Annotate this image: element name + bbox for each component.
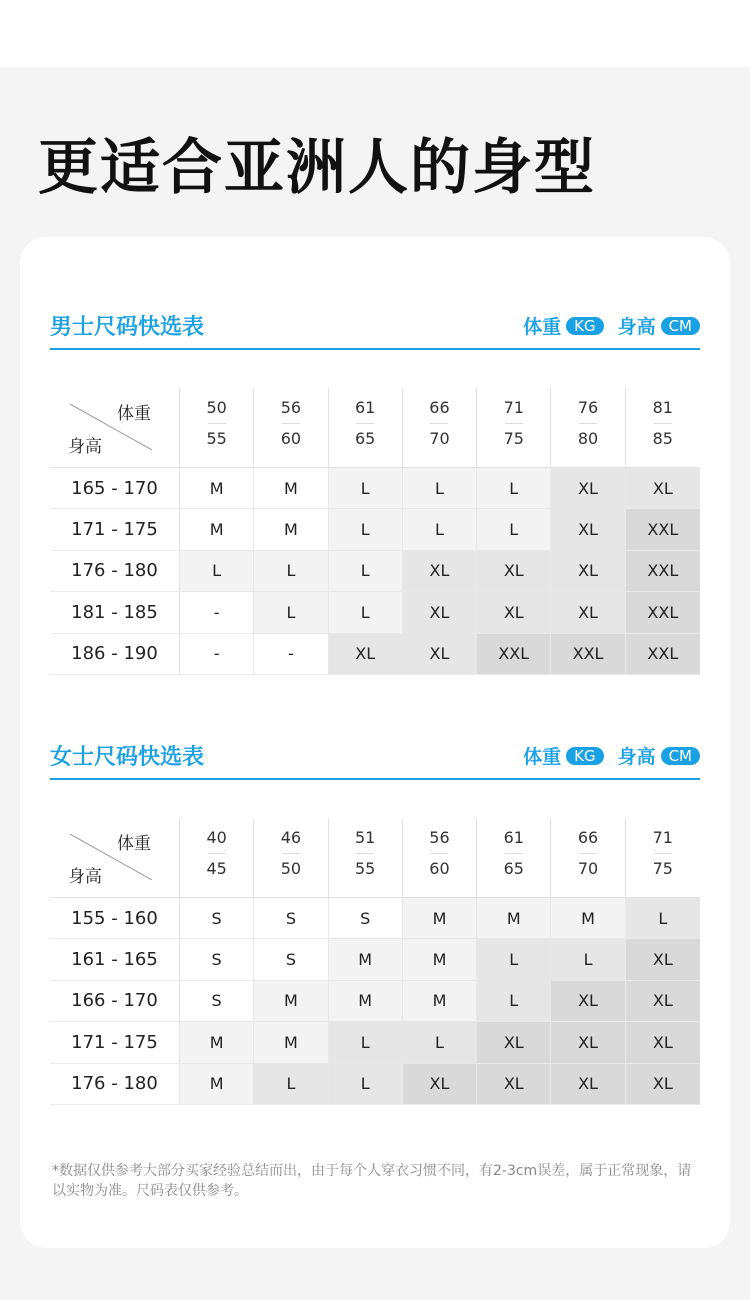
size-cell: XL bbox=[551, 509, 625, 550]
size-cell: M bbox=[254, 468, 328, 509]
weight-range-max: 70 bbox=[577, 859, 599, 878]
size-cell: XXL bbox=[477, 634, 551, 675]
weight-unit-label: 体重 bbox=[523, 316, 562, 338]
weight-range-divider bbox=[654, 423, 672, 424]
weight-range-divider bbox=[430, 853, 448, 854]
size-cell: XL bbox=[551, 468, 625, 509]
table-header-row bbox=[50, 388, 700, 468]
weight-range-header bbox=[626, 388, 700, 468]
weight-range-max: 60 bbox=[280, 429, 302, 448]
weight-range-min: 51 bbox=[355, 828, 376, 847]
size-cell: XL bbox=[626, 1022, 700, 1063]
size-cell: S bbox=[180, 939, 254, 980]
corner-cell bbox=[50, 818, 180, 898]
size-cell: XL bbox=[551, 592, 625, 633]
men-section-title: 男士尺码快选表 bbox=[50, 315, 205, 340]
size-cell: M bbox=[403, 981, 477, 1022]
size-cell: XL bbox=[551, 551, 625, 592]
size-cell: XXL bbox=[551, 634, 625, 675]
size-cell: XL bbox=[626, 939, 700, 980]
height-unit-label: 身高 bbox=[617, 316, 656, 338]
weight-range-max: 65 bbox=[503, 859, 524, 878]
size-cell: XL bbox=[551, 981, 625, 1022]
size-cell: XL bbox=[403, 634, 477, 675]
men-size-table bbox=[50, 388, 700, 675]
table-header-row bbox=[50, 818, 700, 898]
height-unit-badge: CM bbox=[661, 317, 700, 335]
weight-range-min: 56 bbox=[280, 398, 302, 417]
weight-range-min: 56 bbox=[429, 828, 450, 847]
weight-range-min: 76 bbox=[577, 398, 599, 417]
women-section-title: 女士尺码快选表 bbox=[50, 745, 205, 770]
size-cell: M bbox=[180, 468, 254, 509]
size-cell: L bbox=[626, 898, 700, 939]
size-cell: M bbox=[254, 1022, 328, 1063]
height-range-label: 181 - 185 bbox=[50, 592, 180, 633]
women-size-section bbox=[50, 732, 700, 1095]
weight-range-header bbox=[254, 388, 328, 468]
weight-range-min: 66 bbox=[429, 398, 450, 417]
weight-unit-badge: KG bbox=[566, 747, 603, 765]
weight-range-header bbox=[329, 818, 403, 898]
weight-range-max: 45 bbox=[206, 859, 227, 878]
weight-range-header bbox=[477, 388, 551, 468]
weight-range-divider bbox=[430, 423, 448, 424]
size-cell: L bbox=[254, 551, 328, 592]
height-range-label: 171 - 175 bbox=[50, 1022, 180, 1063]
size-cell: XL bbox=[551, 1022, 625, 1063]
table-row bbox=[50, 1022, 700, 1063]
size-cell: XL bbox=[551, 1064, 625, 1105]
size-cell: M bbox=[254, 981, 328, 1022]
weight-range-divider bbox=[505, 853, 523, 854]
weight-unit-label: 体重 bbox=[523, 746, 562, 768]
size-cell: L bbox=[551, 939, 625, 980]
size-cell: M bbox=[403, 898, 477, 939]
size-cell: M bbox=[180, 1022, 254, 1063]
size-cell: XL bbox=[477, 592, 551, 633]
weight-range-min: 71 bbox=[503, 398, 524, 417]
corner-weight-label: 体重 bbox=[116, 404, 151, 424]
weight-range-header bbox=[329, 388, 403, 468]
table-row bbox=[50, 898, 700, 939]
size-cell: L bbox=[254, 1064, 328, 1105]
weight-range-header bbox=[403, 388, 477, 468]
weight-range-header bbox=[477, 818, 551, 898]
weight-range-max: 80 bbox=[577, 429, 599, 448]
size-cell: XL bbox=[403, 551, 477, 592]
weight-range-max: 50 bbox=[280, 859, 302, 878]
size-cell: S bbox=[180, 981, 254, 1022]
size-cell: XL bbox=[626, 468, 700, 509]
weight-range-header bbox=[403, 818, 477, 898]
size-cell: L bbox=[329, 592, 403, 633]
height-range-label: 165 - 170 bbox=[50, 468, 180, 509]
height-range-label: 155 - 160 bbox=[50, 898, 180, 939]
size-cell: S bbox=[180, 898, 254, 939]
height-range-label: 176 - 180 bbox=[50, 1064, 180, 1105]
weight-range-max: 55 bbox=[206, 429, 227, 448]
size-cell: XL bbox=[626, 981, 700, 1022]
weight-range-min: 40 bbox=[206, 828, 227, 847]
corner-height-label: 身高 bbox=[68, 867, 102, 887]
size-cell: L bbox=[329, 509, 403, 550]
size-cell: M bbox=[254, 509, 328, 550]
size-cell: XL bbox=[626, 1064, 700, 1105]
weight-range-max: 65 bbox=[355, 429, 376, 448]
weight-range-header bbox=[254, 818, 328, 898]
size-cell: XL bbox=[477, 1022, 551, 1063]
weight-range-divider bbox=[579, 423, 597, 424]
size-cell: M bbox=[329, 939, 403, 980]
units-legend bbox=[523, 312, 700, 339]
size-cell: M bbox=[477, 898, 551, 939]
women-size-table bbox=[50, 818, 700, 1105]
height-range-label: 186 - 190 bbox=[50, 634, 180, 675]
size-cell: L bbox=[477, 981, 551, 1022]
size-cell: S bbox=[254, 939, 328, 980]
size-cell: XXL bbox=[626, 551, 700, 592]
size-cell: L bbox=[477, 468, 551, 509]
table-row bbox=[50, 634, 700, 675]
weight-range-divider bbox=[356, 423, 374, 424]
weight-range-divider bbox=[654, 853, 672, 854]
size-cell: L bbox=[403, 468, 477, 509]
height-unit-label: 身高 bbox=[617, 746, 656, 768]
weight-range-divider bbox=[356, 853, 374, 854]
corner-height-label: 身高 bbox=[68, 437, 102, 457]
units-legend bbox=[523, 742, 700, 769]
height-range-label: 166 - 170 bbox=[50, 981, 180, 1022]
size-cell: S bbox=[254, 898, 328, 939]
height-range-label: 171 - 175 bbox=[50, 509, 180, 550]
size-cell: - bbox=[180, 592, 254, 633]
men-section-header bbox=[50, 302, 700, 350]
corner-cell bbox=[50, 388, 180, 468]
size-cell: L bbox=[329, 468, 403, 509]
size-cell: XXL bbox=[626, 509, 700, 550]
table-row bbox=[50, 939, 700, 980]
size-cell: XL bbox=[477, 1064, 551, 1105]
size-cell: XXL bbox=[626, 634, 700, 675]
table-row bbox=[50, 509, 700, 550]
height-range-label: 161 - 165 bbox=[50, 939, 180, 980]
weight-range-header bbox=[551, 818, 625, 898]
weight-range-max: 55 bbox=[355, 859, 376, 878]
size-cell: L bbox=[329, 551, 403, 592]
table-row bbox=[50, 468, 700, 509]
weight-range-header bbox=[180, 388, 254, 468]
size-cell: L bbox=[403, 1022, 477, 1063]
size-cell: XXL bbox=[626, 592, 700, 633]
weight-range-divider bbox=[208, 423, 226, 424]
weight-range-min: 61 bbox=[355, 398, 376, 417]
height-unit-badge: CM bbox=[661, 747, 700, 765]
table-row bbox=[50, 981, 700, 1022]
weight-range-divider bbox=[282, 423, 300, 424]
corner-weight-label: 体重 bbox=[116, 834, 151, 854]
weight-range-header bbox=[180, 818, 254, 898]
men-size-section bbox=[50, 302, 700, 665]
weight-range-min: 71 bbox=[652, 828, 673, 847]
weight-range-min: 66 bbox=[577, 828, 599, 847]
table-row bbox=[50, 551, 700, 592]
size-cell: L bbox=[329, 1064, 403, 1105]
page-title: 更适合亚洲人的身型 bbox=[38, 133, 596, 203]
weight-range-min: 46 bbox=[280, 828, 302, 847]
weight-range-min: 61 bbox=[503, 828, 524, 847]
weight-range-max: 70 bbox=[429, 429, 450, 448]
weight-range-max: 85 bbox=[652, 429, 673, 448]
size-cell: M bbox=[329, 981, 403, 1022]
size-cell: L bbox=[477, 939, 551, 980]
weight-range-divider bbox=[579, 853, 597, 854]
size-cell: S bbox=[329, 898, 403, 939]
weight-range-max: 75 bbox=[652, 859, 673, 878]
size-cell: XL bbox=[329, 634, 403, 675]
table-row bbox=[50, 592, 700, 633]
size-cell: M bbox=[403, 939, 477, 980]
size-cell: L bbox=[403, 509, 477, 550]
weight-range-max: 75 bbox=[503, 429, 524, 448]
weight-range-divider bbox=[505, 423, 523, 424]
size-cell: - bbox=[180, 634, 254, 675]
size-cell: XL bbox=[403, 1064, 477, 1105]
size-cell: L bbox=[329, 1022, 403, 1063]
weight-range-min: 81 bbox=[652, 398, 673, 417]
size-cell: XL bbox=[477, 551, 551, 592]
size-cell: M bbox=[551, 898, 625, 939]
size-cell: L bbox=[254, 592, 328, 633]
size-cell: M bbox=[180, 1064, 254, 1105]
weight-range-header bbox=[626, 818, 700, 898]
size-cell: XL bbox=[403, 592, 477, 633]
weight-range-min: 50 bbox=[206, 398, 227, 417]
size-cell: L bbox=[180, 551, 254, 592]
disclaimer-note: *数据仅供参考大部分买家经验总结而出，由于每个人穿衣习惯不同，有2-3cm误差，属于正常现象，请以实物为准。尺码表仅供参考。 bbox=[52, 1163, 692, 1199]
size-cell: L bbox=[477, 509, 551, 550]
weight-range-divider bbox=[282, 853, 300, 854]
table-row bbox=[50, 1064, 700, 1105]
size-cell: M bbox=[180, 509, 254, 550]
weight-range-divider bbox=[208, 853, 226, 854]
size-cell: - bbox=[254, 634, 328, 675]
women-section-header bbox=[50, 732, 700, 780]
weight-range-header bbox=[551, 388, 625, 468]
weight-unit-badge: KG bbox=[566, 317, 603, 335]
weight-range-max: 60 bbox=[429, 859, 450, 878]
height-range-label: 176 - 180 bbox=[50, 551, 180, 592]
